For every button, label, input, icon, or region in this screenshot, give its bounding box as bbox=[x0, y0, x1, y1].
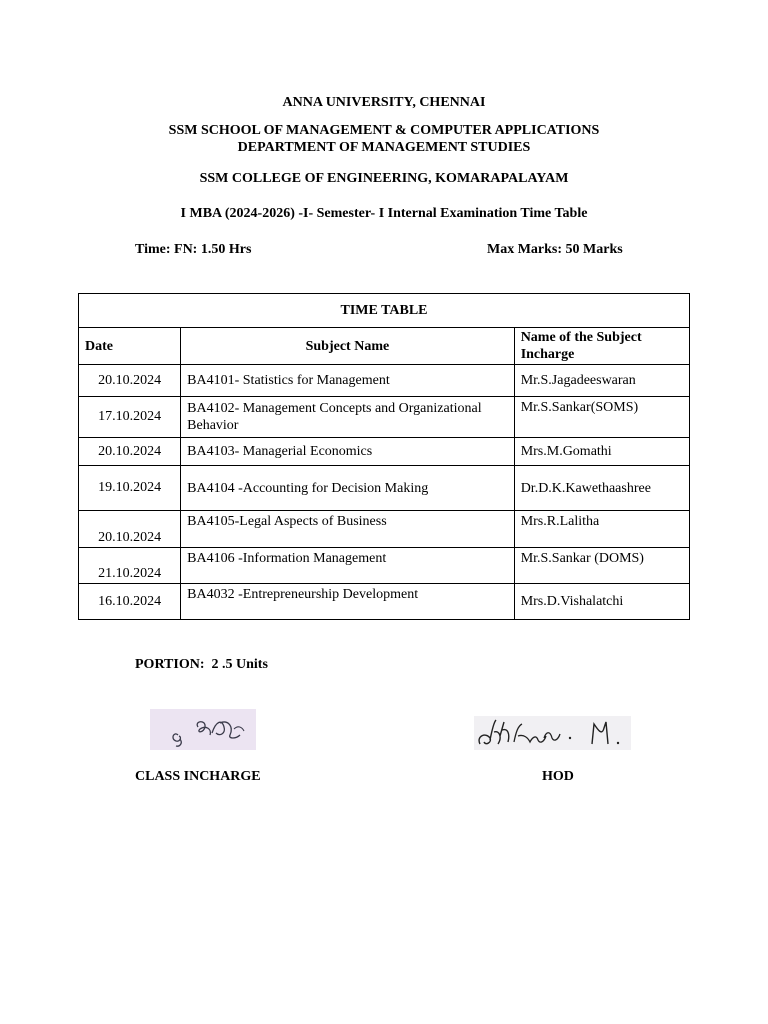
exam-time: Time: FN: 1.50 Hrs bbox=[135, 242, 252, 257]
table-header-row bbox=[79, 328, 690, 365]
col-header-subject: Subject Name bbox=[181, 328, 515, 365]
row-subject: BA4102- Management Concepts and Organizational Behavior bbox=[181, 397, 515, 438]
hod-signature bbox=[474, 716, 631, 750]
row-incharge: Mrs.R.Lalitha bbox=[514, 511, 689, 548]
col-header-incharge: Name of the Subject Incharge bbox=[514, 328, 689, 365]
row-incharge: Mr.S.Sankar(SOMS) bbox=[514, 397, 689, 438]
exam-title: I MBA (2024-2026) -I- Semester- I Internal Examination Time Table bbox=[180, 206, 588, 221]
row-date: 20.10.2024 bbox=[79, 438, 181, 466]
hod-label: HOD bbox=[542, 769, 574, 784]
row-subject: BA4101- Statistics for Management bbox=[181, 365, 515, 397]
max-marks: Max Marks: 50 Marks bbox=[487, 242, 623, 257]
row-incharge: Mr.S.Sankar (DOMS) bbox=[514, 548, 689, 584]
table-row bbox=[79, 397, 690, 438]
row-subject: BA4106 -Information Management bbox=[181, 548, 515, 584]
table-row bbox=[79, 511, 690, 548]
col-header-date: Date bbox=[79, 328, 181, 365]
row-date: 19.10.2024 bbox=[79, 466, 181, 511]
department-name: DEPARTMENT OF MANAGEMENT STUDIES bbox=[237, 140, 531, 155]
row-incharge: Mr.S.Jagadeeswaran bbox=[514, 365, 689, 397]
row-date: 17.10.2024 bbox=[79, 397, 181, 438]
row-subject: BA4032 -Entrepreneurship Development bbox=[181, 584, 515, 620]
table-row bbox=[79, 365, 690, 397]
row-subject: BA4105-Legal Aspects of Business bbox=[181, 511, 515, 548]
row-incharge: Mrs.D.Vishalatchi bbox=[514, 584, 689, 620]
school-name: SSM SCHOOL OF MANAGEMENT & COMPUTER APPLICATIONS bbox=[168, 123, 600, 138]
row-subject: BA4104 -Accounting for Decision Making bbox=[181, 466, 515, 511]
class-incharge-label: CLASS INCHARGE bbox=[135, 769, 261, 784]
table-row bbox=[79, 438, 690, 466]
table-title-row bbox=[79, 294, 690, 328]
table-title: TIME TABLE bbox=[79, 294, 690, 328]
row-date: 16.10.2024 bbox=[79, 584, 181, 620]
time-table bbox=[78, 293, 690, 620]
row-date: 21.10.2024 bbox=[79, 548, 181, 584]
table-row bbox=[79, 584, 690, 620]
row-incharge: Mrs.M.Gomathi bbox=[514, 438, 689, 466]
class-incharge-signature bbox=[150, 709, 256, 750]
row-subject: BA4103- Managerial Economics bbox=[181, 438, 515, 466]
row-incharge: Dr.D.K.Kawethaashree bbox=[514, 466, 689, 511]
row-date: 20.10.2024 bbox=[79, 365, 181, 397]
university-name: ANNA UNIVERSITY, CHENNAI bbox=[282, 95, 486, 110]
college-name: SSM COLLEGE OF ENGINEERING, KOMARAPALAYAM bbox=[199, 171, 569, 186]
row-date: 20.10.2024 bbox=[79, 511, 181, 548]
table-row bbox=[79, 548, 690, 584]
table-row bbox=[79, 466, 690, 511]
portion-text: PORTION: 2 .5 Units bbox=[135, 657, 268, 672]
